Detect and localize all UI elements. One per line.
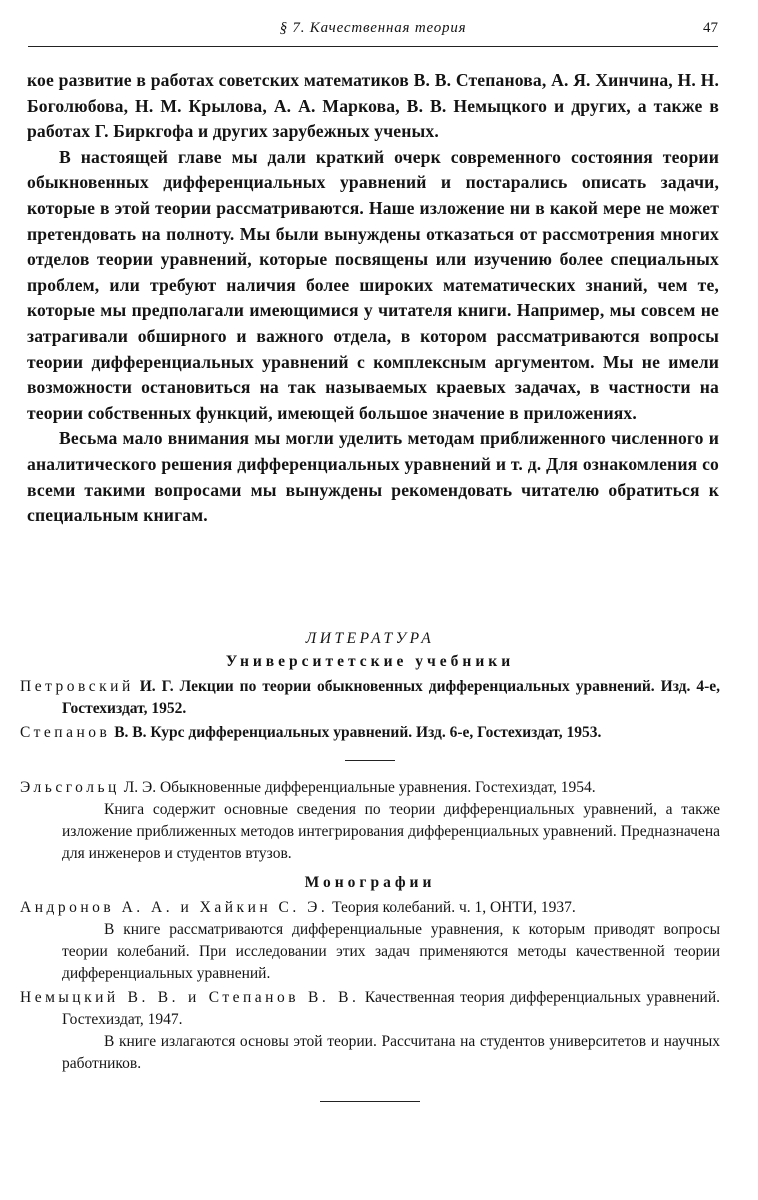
reference-author: Эльсгольц [20,779,120,796]
reference-title: Теория колебаний. ч. 1, ОНТИ, 1937. [332,899,576,916]
end-divider [320,1101,420,1102]
reference-entry [20,897,720,919]
reference-title: Обыкновенные дифференциальные уравнения. Гостехиздат, 1954. [159,779,596,796]
page-number: 47 [703,20,718,36]
running-title: § 7. Качественная теория [279,20,467,36]
section-divider [345,760,395,761]
reference-title: Курс дифференциальных уравнений. Изд. 6-е, Гостехиздат, 1953. [150,724,602,741]
reference-annotation: В книге рассматриваются дифференциальные уравнения, к которым приводят вопросы теории колебаний. При исследовании этих задач применяются методы качественной теории дифференциальных уравнений. [62,921,720,982]
reference-title: Качественная теория дифференциальных уравнений. Гостехиздат, 1947. [62,989,721,1028]
page-header [28,18,718,47]
paragraph-recommendation: Весьма мало внимания мы могли уделить методам приближенного численного и аналитического решения дифференциальных уравнений и т. д. Для ознакомления со всеми такими вопросами мы вынуждены рекомендовать читателю обратиться к специальным книгам. [27,428,719,526]
reference-annotation: Книга содержит основные сведения по теории дифференциальных уравнений, а также изложение приближенных методов интегрирования дифференциальных уравнений. Предназначена для инженеров и студентов втузов. [62,801,720,862]
reference-author: Андронов А. А. и Хайкин С. Э. [20,899,329,916]
reference-title: Лекции по теории обыкновенных дифференциальных уравнений. Изд. 4-е, Гостехиздат, 1952. [62,678,721,717]
textbooks-heading: Университетские учебники [225,653,515,670]
reference-entry [20,676,720,720]
reference-author: Петровский [20,678,134,695]
reference-author: Степанов [20,724,111,741]
reference-annotation: В книге излагаются основы этой теории. Рассчитана на студентов университетов и научных работников. [62,1033,720,1072]
reference-entry [20,722,720,744]
monographs-heading: Монографии [304,874,436,891]
paragraph-chapter-summary: В настоящей главе мы дали краткий очерк современного состояния теории обыкновенных дифференциальных уравнений и постарались описать задачи, которые в этой теории рассматриваются. Наше изложение ни в какой мере не может претендовать на полноту. Мы были вынуждены отказаться от рассмотрения многих отделов теории уравнений, которые посвящены или изучению более специальных проблем, или требуют наличия более широких математических знаний, чем те, которые мы предполагали имеющимися у читателя книги. Например, мы совсем не затрагивали обширного и важного отдела, в котором рассматриваются вопросы теории дифференциальных уравнений с комплексным аргументом. Мы не имели возможности остановиться на так называемых краевых задачах, в частности на теории собственных функций, имеющей большое значение в приложениях. [27,146,719,423]
reference-initials: В. В. [114,724,147,741]
reference-initials: И. Г. [139,678,174,695]
reference-entry [20,777,720,799]
literature-heading: ЛИТЕРАТУРА [305,630,435,647]
main-text [27,68,719,529]
literature-section [20,628,720,1102]
paragraph-continuation: кое развитие в работах советских математиков В. В. Степанова, А. Я. Хинчина, Н. Н. Боголюбова, Н. М. Крылова, А. А. Маркова, В. В. Немыцкого и других, а также в работах Г. Биркгофа и других зарубежных ученых. [27,70,719,142]
reference-entry [20,987,720,1031]
reference-initials: Л. Э. [123,779,157,796]
reference-author: Немыцкий В. В. и Степанов В. В. [20,989,360,1006]
